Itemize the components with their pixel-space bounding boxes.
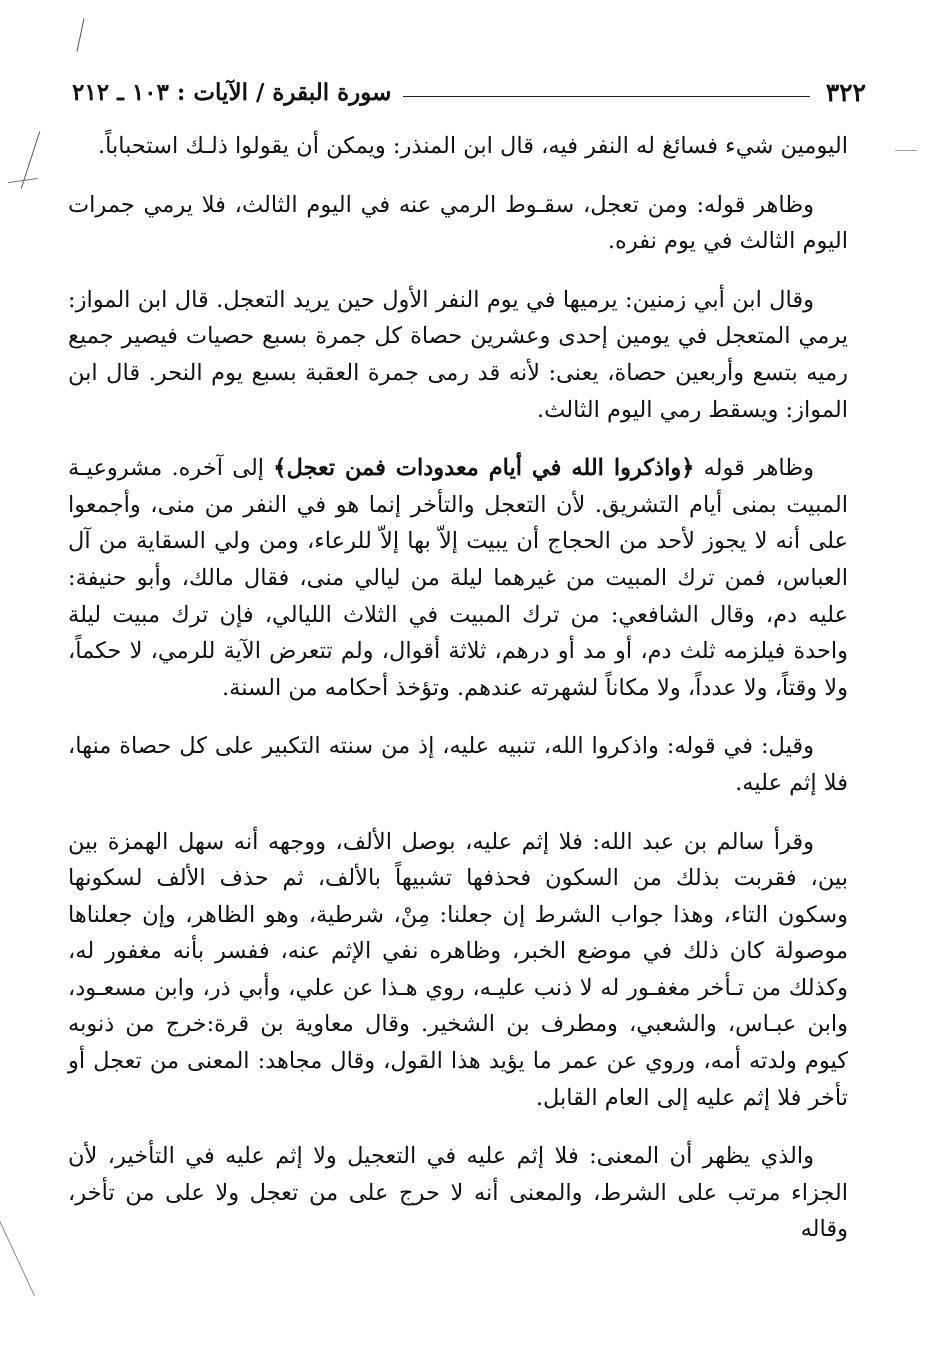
paragraph: وقيل: في قوله: واذكروا الله، تنبيه عليه، إذ من سنته التكبير على كل حصاة منها، فلا إثم عليه.	[68, 733, 848, 796]
paragraph: اليومين شيء فسائغ له النفر فيه، قال ابن المنذر: ويمكن أن يقولوا ذلـك استحباباً.	[97, 133, 848, 159]
paragraph	[68, 450, 848, 706]
body-text	[68, 128, 848, 1270]
paragraph: والذي يظهر أن المعنى: فلا إثم عليه في التعجيل ولا إثم عليه في التأخير، لأن الجزاء مرتب على الشرط، والمعنى أنه لا حرج على من تعجل ولا على من تأخر، وقاله	[68, 1143, 848, 1243]
paragraph-text: وظاهر قوله	[694, 455, 815, 482]
paragraph: وظاهر قوله: ومن تعجل، سقـوط الرمي عنه في اليوم الثالث، فلا يرمي جمرات اليوم الثالث في يوم نفره.	[68, 191, 848, 255]
scan-mark	[895, 150, 917, 151]
paragraph: وقرأ سالم بن عبد الله: فلا إثم عليه، بوصل الألف، ووجهه أنه سهل الهمزة بين بين، فقربت بذلك من السكون فحذفها تشبيهاً بالألف، ثم حذف الألف لسكونها وسكون التاء، وهذا جواب الشرط إن جعلنا: مِنْ، شرطية، وهو الظاهر، وإن جعلناها موصولة كان ذلك في موضع الخبر، وظاهره نفي الإثم عنه، ففسر بأنه مغفور له، وكذلك من تـأخر مغفـور له لا ذنب عليـه، روي هـذا عن علي، وأبي ذر، وابن مسعـود، وابن عبـاس، والشعبي، ومطرف بن الشخير. وقال معاوية بن قرة:خرج من ذنوبه كيوم ولدته أمه، وروي عن عمر ما يؤيد هذا القول، وقال مجاهد: المعنى من تعجل أو تأخر فلا إثم عليه إلى العام القابل.	[68, 828, 848, 1111]
scan-mark	[0, 1214, 35, 1296]
header-rule	[403, 96, 809, 97]
paragraph: وقال ابن أبي زمنين: يرميها في يوم النفر الأول حين يريد التعجل. قال ابن المواز: يرمي المتعجل في يومين إحدى وعشرين حصاة كل جمرة بسبع حصيات فيصير جميع رميه بتسع وأربعين حصاة، يعنى: لأنه قد رمى جمرة العقبة بسبع يوم النحر. قال ابن المواز: ويسقط رمي اليوم الثالث.	[68, 286, 848, 423]
running-title: سورة البقرة / الآيات : ١٠٣ ـ ٢١٢	[72, 78, 392, 106]
page-header	[72, 72, 866, 112]
paragraph-text: إلى آخره. مشروعيـة المبيت بمنى أيام التشريق. لأن التعجل والتأخر إنما هو في النفر من منى، وأجمعوا على أنه لا يجوز لأحد من الحجاج أن يبيت إلاّ بها إلاّ للرعاء، ومن ولي السقاية من آل العباس، فمن ترك المبيت من غيرهما ليلة من ليالي منى، فقال مالك، وأبو حنيفة: عليه دم، وقال الشافعي: من ترك المبيت في الثلاث الليالي، فإن ترك مبيت ليلة واحدة فيلزمه ثلث دم، أو مد أو درهم، ثلاثة أقوال، ولم تتعرض الآية للرمي، لا حكماً، ولا وقتاً، ولا عدداً، ولا مكاناً لشهرته عندهم. وتؤخذ أحكامه من السنة.	[68, 455, 848, 701]
scan-mark	[76, 18, 84, 51]
page-number: ٣٢٢	[825, 77, 866, 107]
quran-verse: ﴿واذكروا الله في أيام معدودات فمن تعجل﴾	[273, 455, 695, 482]
